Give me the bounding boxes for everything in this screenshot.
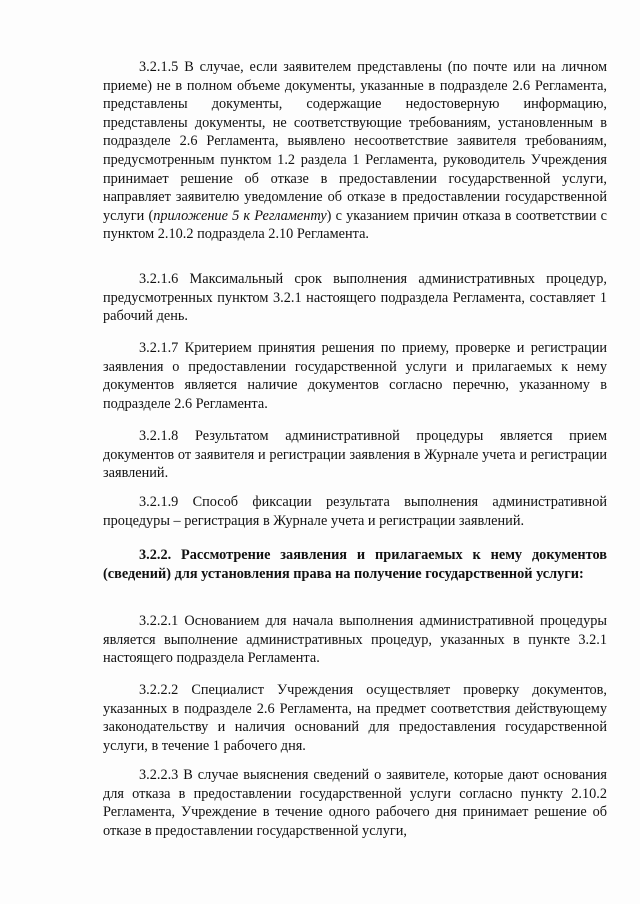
- paragraph-3-2-1-7: [103, 339, 607, 413]
- paragraph-3-2-1-5: [103, 58, 607, 244]
- paragraph-text: 3.2.1.8 Результатом административной процедуры является прием документов от заявителя и регистрации заявления в Журнале учета и регистрации заявлений.: [103, 428, 607, 482]
- heading-text: 3.2.2. Рассмотрение заявления и прилагаемых к нему документов (сведений) для установления права на получение государственной услуги:: [103, 547, 607, 582]
- paragraph-3-2-1-8: [103, 427, 607, 483]
- paragraph-3-2-2-1: [103, 612, 607, 668]
- paragraph-text: 3.2.1.9 Способ фиксации результата выполнения административной процедуры – регистрация в Журнале учета и регистрации заявлений.: [103, 494, 607, 529]
- paragraph-3-2-1-6: [103, 270, 607, 326]
- paragraph-3-2-1-9: [103, 493, 607, 530]
- italic-reference: приложение 5 к Регламенту: [153, 207, 327, 224]
- paragraph-3-2-2-2: [103, 681, 607, 755]
- section-heading-3-2-2: [103, 546, 607, 583]
- paragraph-text-cont: ) с указанием причин отказа в соответствии с пунктом 2.10.2 подраздела 2.10 Регламента.: [103, 207, 607, 243]
- paragraph-text: 3.2.1.5 В случае, если заявителем представлены (по почте или на личном приеме) не в полном объеме документы, указанные в подразделе 2.6 Регламента, представлены документы, содержащие недостоверную информацию, представлены документы, не соответствующие требованиям, установленным в подразделе 2.6 Регламента, выявлено несоответствие заявителя требованиям, предусмотренным пунктом 1.2 раздела 1 Регламента, руководитель Учреждения принимает решение об отказе в предоставлении государственной услуги, направляет заявителю уведомление об отказе в предоставлении государственной услуги (: [103, 59, 607, 224]
- paragraph-text: 3.2.2.2 Специалист Учреждения осуществляет проверку документов, указанных в подразделе 2.6 Регламента, на предмет соответствия действующему законодательству и наличия оснований для предоставления государственной услуги, в течение 1 рабочего дня.: [103, 682, 607, 754]
- paragraph-text: 3.2.2.3 В случае выяснения сведений о заявителе, которые дают основания для отказа в предоставлении государственной услуги согласно пункту 2.10.2 Регламента, Учреждение в течение одного рабочего дня принимает решение об отказе в предоставлении государственной услуги,: [103, 767, 607, 839]
- paragraph-text: 3.2.1.6 Максимальный срок выполнения административных процедур, предусмотренных пунктом 3.2.1 настоящего подраздела Регламента, составляет 1 рабочий день.: [103, 271, 607, 325]
- paragraph-text: 3.2.2.1 Основанием для начала выполнения административной процедуры является выполнение административных процедур, указанных в пункте 3.2.1 настоящего подраздела Регламента.: [103, 613, 607, 667]
- paragraph-3-2-2-3: [103, 766, 607, 840]
- paragraph-text: 3.2.1.7 Критерием принятия решения по приему, проверке и регистрации заявления о предоставлении государственной услуги и прилагаемых к нему документов является наличие документов согласно перечню, указанному в подразделе 2.6 Регламента.: [103, 340, 607, 412]
